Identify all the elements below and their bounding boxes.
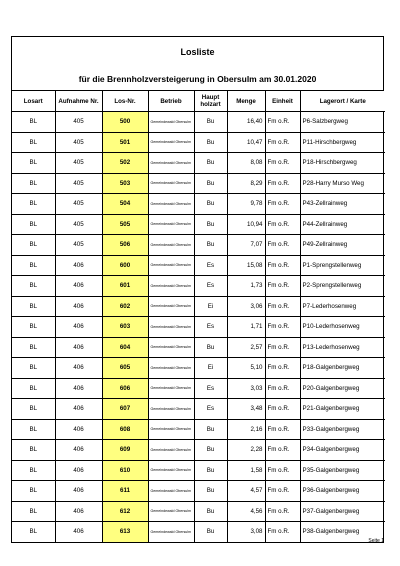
cell-losart: BL <box>12 481 55 502</box>
cell-lagerort: P20-Galgenbergweg <box>300 378 385 399</box>
cell-los-nr: 609 <box>102 440 148 461</box>
table-row <box>12 481 385 502</box>
cell-menge: 3,08 <box>227 522 265 542</box>
cell-menge: 10,47 <box>227 132 265 153</box>
cell-einheit: Fm o.R. <box>265 440 300 461</box>
cell-losart: BL <box>12 317 55 338</box>
cell-lagerort: P2-Sprengstellenweg <box>300 276 385 297</box>
cell-aufnahme-nr: 406 <box>55 399 102 420</box>
cell-losart: BL <box>12 419 55 440</box>
cell-los-nr: 607 <box>102 399 148 420</box>
cell-los-nr: 602 <box>102 296 148 317</box>
cell-einheit: Fm o.R. <box>265 317 300 338</box>
cell-menge: 5,10 <box>227 358 265 379</box>
cell-aufnahme-nr: 406 <box>55 337 102 358</box>
table-row <box>12 440 385 461</box>
table-row <box>12 358 385 379</box>
cell-betrieb: Gemeindewald Obersulm <box>148 501 194 522</box>
cell-losart: BL <box>12 132 55 153</box>
cell-einheit: Fm o.R. <box>265 337 300 358</box>
cell-los-nr: 612 <box>102 501 148 522</box>
cell-losart: BL <box>12 522 55 542</box>
cell-holzart: Es <box>194 255 227 276</box>
cell-losart: BL <box>12 173 55 194</box>
cell-aufnahme-nr: 405 <box>55 173 102 194</box>
cell-aufnahme-nr: 406 <box>55 481 102 502</box>
cell-aufnahme-nr: 406 <box>55 255 102 276</box>
cell-betrieb: Gemeindewald Obersulm <box>148 522 194 542</box>
cell-betrieb: Gemeindewald Obersulm <box>148 235 194 256</box>
cell-los-nr: 603 <box>102 317 148 338</box>
column-header-lagerort: Lagerort / Karte <box>300 91 385 112</box>
cell-losart: BL <box>12 235 55 256</box>
cell-menge: 1,73 <box>227 276 265 297</box>
cell-losart: BL <box>12 440 55 461</box>
cell-betrieb: Gemeindewald Obersulm <box>148 399 194 420</box>
cell-holzart: Bu <box>194 235 227 256</box>
cell-holzart: Es <box>194 399 227 420</box>
cell-lagerort: P18-Hirschbergweg <box>300 153 385 174</box>
cell-menge: 2,28 <box>227 440 265 461</box>
cell-los-nr: 506 <box>102 235 148 256</box>
cell-betrieb: Gemeindewald Obersulm <box>148 194 194 215</box>
cell-aufnahme-nr: 406 <box>55 296 102 317</box>
cell-aufnahme-nr: 406 <box>55 419 102 440</box>
cell-holzart: Ei <box>194 296 227 317</box>
cell-lagerort: P36-Galgenbergweg <box>300 481 385 502</box>
table-row <box>12 399 385 420</box>
cell-lagerort: P35-Galgenbergweg <box>300 460 385 481</box>
cell-losart: BL <box>12 153 55 174</box>
column-header-los-nr: Los-Nr. <box>102 91 148 112</box>
cell-lagerort: P13-Lederhosenweg <box>300 337 385 358</box>
cell-holzart: Bu <box>194 501 227 522</box>
cell-losart: BL <box>12 276 55 297</box>
column-header-aufnahme: Aufnahme Nr. <box>55 91 102 112</box>
cell-holzart: Bu <box>194 460 227 481</box>
cell-holzart: Bu <box>194 173 227 194</box>
cell-menge: 9,78 <box>227 194 265 215</box>
cell-losart: BL <box>12 296 55 317</box>
cell-losart: BL <box>12 337 55 358</box>
cell-betrieb: Gemeindewald Obersulm <box>148 112 194 133</box>
cell-holzart: Bu <box>194 153 227 174</box>
cell-losart: BL <box>12 255 55 276</box>
cell-los-nr: 611 <box>102 481 148 502</box>
cell-einheit: Fm o.R. <box>265 153 300 174</box>
cell-einheit: Fm o.R. <box>265 173 300 194</box>
cell-betrieb: Gemeindewald Obersulm <box>148 378 194 399</box>
cell-aufnahme-nr: 406 <box>55 276 102 297</box>
table-row <box>12 255 385 276</box>
table-row <box>12 173 385 194</box>
cell-losart: BL <box>12 378 55 399</box>
column-header-losart: Losart <box>12 91 55 112</box>
cell-menge: 4,57 <box>227 481 265 502</box>
table-body <box>12 112 385 542</box>
document-title: Losliste <box>180 47 215 57</box>
cell-holzart: Ei <box>194 358 227 379</box>
cell-einheit: Fm o.R. <box>265 296 300 317</box>
cell-einheit: Fm o.R. <box>265 419 300 440</box>
cell-einheit: Fm o.R. <box>265 378 300 399</box>
cell-holzart: Bu <box>194 337 227 358</box>
cell-lagerort: P18-Galgenbergweg <box>300 358 385 379</box>
cell-lagerort: P43-Zellrainweg <box>300 194 385 215</box>
cell-einheit: Fm o.R. <box>265 112 300 133</box>
cell-betrieb: Gemeindewald Obersulm <box>148 419 194 440</box>
cell-los-nr: 501 <box>102 132 148 153</box>
cell-einheit: Fm o.R. <box>265 522 300 542</box>
cell-menge: 2,16 <box>227 419 265 440</box>
cell-betrieb: Gemeindewald Obersulm <box>148 276 194 297</box>
table-row <box>12 296 385 317</box>
table-row <box>12 112 385 133</box>
cell-lagerort: P6-Salzbergweg <box>300 112 385 133</box>
cell-einheit: Fm o.R. <box>265 276 300 297</box>
table-row <box>12 522 385 542</box>
cell-betrieb: Gemeindewald Obersulm <box>148 173 194 194</box>
cell-menge: 3,06 <box>227 296 265 317</box>
cell-aufnahme-nr: 405 <box>55 214 102 235</box>
cell-aufnahme-nr: 406 <box>55 358 102 379</box>
cell-betrieb: Gemeindewald Obersulm <box>148 132 194 153</box>
table-row <box>12 317 385 338</box>
cell-holzart: Es <box>194 276 227 297</box>
table-header-row <box>12 91 385 112</box>
cell-betrieb: Gemeindewald Obersulm <box>148 337 194 358</box>
cell-lagerort: P33-Galgenbergweg <box>300 419 385 440</box>
table-row <box>12 194 385 215</box>
cell-einheit: Fm o.R. <box>265 255 300 276</box>
cell-los-nr: 604 <box>102 337 148 358</box>
cell-los-nr: 606 <box>102 378 148 399</box>
cell-losart: BL <box>12 194 55 215</box>
cell-holzart: Bu <box>194 419 227 440</box>
cell-los-nr: 502 <box>102 153 148 174</box>
column-header-hauptholzart: Haupt holzart <box>194 91 227 112</box>
cell-betrieb: Gemeindewald Obersulm <box>148 255 194 276</box>
cell-betrieb: Gemeindewald Obersulm <box>148 358 194 379</box>
cell-einheit: Fm o.R. <box>265 132 300 153</box>
table-row <box>12 132 385 153</box>
cell-los-nr: 613 <box>102 522 148 542</box>
cell-menge: 15,08 <box>227 255 265 276</box>
column-header-betrieb: Betrieb <box>148 91 194 112</box>
cell-aufnahme-nr: 406 <box>55 317 102 338</box>
cell-holzart: Es <box>194 378 227 399</box>
page-number: Seite 1 <box>368 538 384 544</box>
cell-einheit: Fm o.R. <box>265 194 300 215</box>
cell-lagerort: P7-Lederhosenweg <box>300 296 385 317</box>
cell-lagerort: P1-Sprengstellenweg <box>300 255 385 276</box>
cell-lagerort: P49-Zellrainweg <box>300 235 385 256</box>
cell-holzart: Bu <box>194 522 227 542</box>
cell-losart: BL <box>12 358 55 379</box>
cell-aufnahme-nr: 406 <box>55 460 102 481</box>
lot-table <box>12 91 385 542</box>
column-header-einheit: Einheit <box>265 91 300 112</box>
cell-menge: 3,03 <box>227 378 265 399</box>
table-row <box>12 276 385 297</box>
column-header-menge: Menge <box>227 91 265 112</box>
cell-los-nr: 610 <box>102 460 148 481</box>
cell-los-nr: 504 <box>102 194 148 215</box>
cell-einheit: Fm o.R. <box>265 235 300 256</box>
cell-holzart: Bu <box>194 132 227 153</box>
cell-einheit: Fm o.R. <box>265 481 300 502</box>
table-row <box>12 153 385 174</box>
cell-betrieb: Gemeindewald Obersulm <box>148 440 194 461</box>
cell-einheit: Fm o.R. <box>265 460 300 481</box>
cell-holzart: Es <box>194 317 227 338</box>
table-row <box>12 460 385 481</box>
cell-aufnahme-nr: 406 <box>55 378 102 399</box>
cell-menge: 10,94 <box>227 214 265 235</box>
cell-einheit: Fm o.R. <box>265 214 300 235</box>
cell-lagerort: P11-Hirschbergweg <box>300 132 385 153</box>
cell-lagerort: P28-Harry Murso Weg <box>300 173 385 194</box>
lot-list-sheet <box>11 36 384 543</box>
cell-los-nr: 505 <box>102 214 148 235</box>
cell-menge: 2,57 <box>227 337 265 358</box>
cell-holzart: Bu <box>194 440 227 461</box>
table-row <box>12 337 385 358</box>
cell-menge: 1,71 <box>227 317 265 338</box>
cell-los-nr: 605 <box>102 358 148 379</box>
cell-losart: BL <box>12 399 55 420</box>
cell-menge: 8,08 <box>227 153 265 174</box>
cell-holzart: Bu <box>194 481 227 502</box>
document-subtitle: für die Brennholzversteigerung in Obersulm am 30.01.2020 <box>78 74 317 84</box>
cell-los-nr: 600 <box>102 255 148 276</box>
cell-menge: 1,58 <box>227 460 265 481</box>
cell-menge: 16,40 <box>227 112 265 133</box>
title-block <box>12 37 383 91</box>
cell-betrieb: Gemeindewald Obersulm <box>148 214 194 235</box>
cell-holzart: Bu <box>194 214 227 235</box>
cell-los-nr: 608 <box>102 419 148 440</box>
cell-lagerort: P37-Galgenbergweg <box>300 501 385 522</box>
cell-lagerort: P34-Galgenbergweg <box>300 440 385 461</box>
table-row <box>12 214 385 235</box>
cell-menge: 3,48 <box>227 399 265 420</box>
cell-aufnahme-nr: 405 <box>55 194 102 215</box>
table-row <box>12 235 385 256</box>
cell-betrieb: Gemeindewald Obersulm <box>148 296 194 317</box>
cell-betrieb: Gemeindewald Obersulm <box>148 317 194 338</box>
cell-aufnahme-nr: 405 <box>55 153 102 174</box>
cell-aufnahme-nr: 406 <box>55 522 102 542</box>
cell-los-nr: 503 <box>102 173 148 194</box>
cell-menge: 4,56 <box>227 501 265 522</box>
table-row <box>12 501 385 522</box>
cell-los-nr: 601 <box>102 276 148 297</box>
cell-losart: BL <box>12 214 55 235</box>
cell-menge: 7,07 <box>227 235 265 256</box>
cell-aufnahme-nr: 406 <box>55 440 102 461</box>
cell-aufnahme-nr: 406 <box>55 501 102 522</box>
cell-betrieb: Gemeindewald Obersulm <box>148 153 194 174</box>
cell-aufnahme-nr: 405 <box>55 132 102 153</box>
cell-aufnahme-nr: 405 <box>55 235 102 256</box>
cell-lagerort: P10-Lederhosenweg <box>300 317 385 338</box>
table-row <box>12 378 385 399</box>
cell-holzart: Bu <box>194 194 227 215</box>
cell-menge: 8,29 <box>227 173 265 194</box>
cell-losart: BL <box>12 501 55 522</box>
cell-betrieb: Gemeindewald Obersulm <box>148 460 194 481</box>
cell-betrieb: Gemeindewald Obersulm <box>148 481 194 502</box>
cell-los-nr: 500 <box>102 112 148 133</box>
cell-lagerort: P38-Galgenbergweg <box>300 522 385 542</box>
cell-losart: BL <box>12 112 55 133</box>
table-row <box>12 419 385 440</box>
cell-lagerort: P44-Zellrainweg <box>300 214 385 235</box>
cell-holzart: Bu <box>194 112 227 133</box>
cell-losart: BL <box>12 460 55 481</box>
cell-einheit: Fm o.R. <box>265 399 300 420</box>
cell-einheit: Fm o.R. <box>265 358 300 379</box>
cell-aufnahme-nr: 405 <box>55 112 102 133</box>
cell-lagerort: P21-Galgenbergweg <box>300 399 385 420</box>
cell-einheit: Fm o.R. <box>265 501 300 522</box>
